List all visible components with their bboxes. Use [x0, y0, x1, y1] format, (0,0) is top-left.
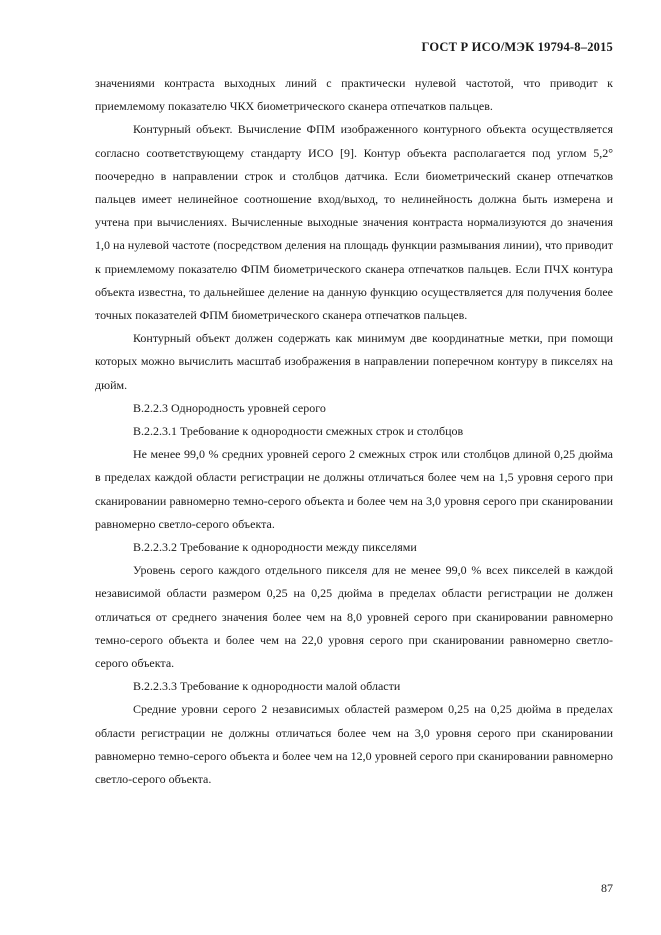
paragraph-adjacent-rows: Не менее 99,0 % средних уровней серого 2 смежных строк или столбцов длиной 0,25 дюйма в пределах каждой области регистрации не должны отличаться более чем на 1,5 уровня серого при сканировании равномерно темно-серого объекта и более чем на 3,0 уровня серого при сканировании равномерно светло-серого объекта. [95, 447, 613, 531]
paragraph-continuation: значениями контраста выходных линий с практически нулевой частотой, что приводит к приемлемому показателю ЧКХ биометрического сканера отпечатков пальцев. [95, 76, 613, 114]
document-body [95, 72, 613, 791]
document-header: ГОСТ Р ИСО/МЭК 19794-8–2015 [421, 40, 613, 54]
paragraph-small-area: Средние уровни серого 2 независимых областей размером 0,25 на 0,25 дюйма в пределах области регистрации не должны отличаться более чем на 3,0 уровня серого при сканировании равномерно темно-серого объекта и более чем на 12,0 уровней серого при сканировании равномерно светло-серого объекта. [95, 702, 613, 787]
page-number: 87 [601, 881, 613, 895]
paragraph-coordinate-marks: Контурный объект должен содержать как минимум две координатные метки, при помощи которых можно вычислить масштаб изображения в направлении поперечном контуру в пикселях на дюйм. [95, 331, 613, 392]
subsection-heading-small-area: В.2.2.3.3 Требование к однородности малой области [133, 679, 401, 694]
paragraph-contour-object: Контурный объект. Вычисление ФПМ изображенного контурного объекта осуществляется согласно соответствующему стандарту ИСО [9]. Контур объекта располагается под углом 5,2° поочередно в направлении строк и столбцов датчика. Если биометрический сканер отпечатков пальцев имеет нелинейное соотношение вход/выход, то нелинейность должна быть измерена и учтена при вычислениях. Вычисленные выходные значения контраста нормализуются до значения 1,0 на нулевой частоте (посредством деления на площадь функции размывания линии), что приводит к приемлемому показателю ФПМ биометрического сканера отпечатков пальцев. Если ПЧХ контура объекта известна, то дальнейшее деление на данную функцию осуществляется для получения более точных показателей ФПМ биометрического сканера отпечатков пальцев. [95, 122, 613, 323]
subsection-heading-pixel-to-pixel: В.2.2.3.2 Требование к однородности между пикселями [133, 540, 417, 555]
paragraph-pixel-to-pixel: Уровень серого каждого отдельного пикселя для не менее 99,0 % всех пикселей в каждой независимой области размером 0,25 на 0,25 дюйма в пределах области регистрации не должен отличаться от среднего значения более чем на 8,0 уровней серого при сканировании равномерно темно-серого объекта и более чем на 22,0 уровня серого при сканировании равномерно светло-серого объекта. [95, 563, 613, 671]
subsection-heading-adjacent-rows: В.2.2.3.1 Требование к однородности смежных строк и столбцов [133, 424, 464, 439]
section-heading-gray-uniformity: В.2.2.3 Однородность уровней серого [133, 400, 326, 415]
